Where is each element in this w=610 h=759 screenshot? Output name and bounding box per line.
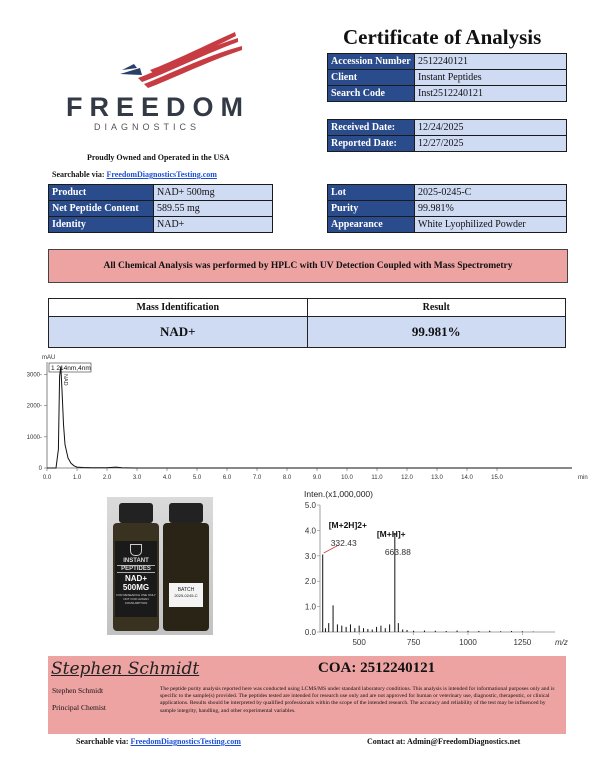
table-row — [328, 54, 567, 70]
annotation-m2h: [M+2H]2+ — [328, 520, 367, 530]
received-label: Received Date: — [328, 120, 415, 136]
annotation-mh-mz: 663.88 — [384, 547, 411, 557]
table-row — [49, 299, 566, 317]
product-table — [48, 184, 273, 233]
x-tick-label: 1.0 — [72, 475, 82, 481]
x-tick-label: 3.0 — [132, 475, 142, 481]
vial-body — [163, 523, 209, 631]
table-row — [49, 217, 273, 233]
vial-cap — [169, 503, 203, 523]
vial-brand-1: INSTANT — [123, 558, 149, 564]
y-tick-label: 3000- — [26, 372, 42, 379]
y-tick-label: 2.0 — [304, 577, 316, 587]
vial-dose: 500MG — [122, 583, 150, 592]
x-tick-label: 6.0 — [222, 475, 232, 481]
method-text: All Chemical Analysis was performed by HPLC with UV Detection Coupled with Mass Spectrometry — [103, 261, 513, 271]
x-tick-label: 12.0 — [401, 475, 413, 481]
y-tick-label: 1.0 — [304, 602, 316, 612]
method-banner — [48, 249, 568, 283]
client-value: Instant Peptides — [415, 70, 567, 86]
vial-brand-2: PEPTIDES — [117, 565, 155, 573]
x-tick-label: 13.0 — [431, 475, 443, 481]
lot-label: Lot — [328, 185, 415, 201]
tagline: Proudly Owned and Operated in the USA — [87, 153, 230, 162]
hplc-chromatogram — [20, 350, 590, 485]
table-row — [328, 86, 567, 102]
appearance-value: White Lyophilized Powder — [415, 217, 567, 233]
reported-label: Reported Date: — [328, 136, 415, 152]
purity-value: 99.981% — [415, 201, 567, 217]
contact: Contact at: Admin@FreedomDiagnostics.net — [367, 737, 521, 746]
x-tick-label: 500 — [352, 638, 366, 647]
accession-label: Accession Number — [328, 54, 415, 70]
x-tick-label: 11.0 — [371, 475, 383, 481]
chromatogram-line — [47, 367, 572, 468]
logo — [60, 30, 250, 140]
flag-wing-icon — [60, 30, 250, 90]
mass-table — [48, 298, 566, 348]
vial-fine-print: FOR RESEARCH USE ONLY NOT FOR HUMAN CONSUMPTION — [116, 593, 156, 605]
table-row — [328, 70, 567, 86]
product-photo — [107, 497, 213, 635]
net-peptide-label: Net Peptide Content — [49, 201, 154, 217]
dates-table — [327, 119, 567, 152]
y-tick-label: 2000- — [26, 403, 42, 410]
y-tick-label: 0 — [38, 466, 42, 472]
search-code-value: Inst2512240121 — [415, 86, 567, 102]
searchable-label: Searchable via: — [52, 170, 105, 179]
table-row — [328, 120, 567, 136]
brand-subtitle: DIAGNOSTICS — [94, 122, 201, 132]
y-tick-label: 0.0 — [304, 628, 316, 637]
signer-title: Principal Chemist — [52, 703, 106, 712]
x-tick-label: 750 — [406, 638, 421, 647]
identity-label: Identity — [49, 217, 154, 233]
search-code-label: Search Code — [328, 86, 415, 102]
y-tick-label: 3.0 — [304, 551, 316, 561]
table-row — [49, 317, 566, 348]
x-tick-label: 1250 — [513, 638, 532, 647]
lot-table — [327, 184, 567, 233]
client-label: Client — [328, 70, 415, 86]
header-searchable — [52, 170, 217, 179]
legend-label: 1 214nm,4nm — [51, 365, 91, 372]
identity-value: NAD+ — [154, 217, 273, 233]
y-tick-label: 4.0 — [304, 526, 316, 536]
reported-value: 12/27/2025 — [415, 136, 567, 152]
y-unit-label: mAU — [42, 355, 56, 361]
vial-product: NAD+ — [124, 574, 147, 583]
brand-name: FREEDOM — [66, 92, 250, 122]
table-row — [328, 185, 567, 201]
batch-value: 2025-0245-C — [174, 593, 198, 598]
y-tick-label: 1000- — [26, 434, 42, 441]
signature: Stephen Schmidt — [51, 659, 200, 679]
coa-number: COA: 2512240121 — [318, 660, 436, 676]
mass-id-header: Mass Identification — [49, 299, 308, 317]
x-tick-label: 15.0 — [491, 475, 503, 481]
footer-searchable-link[interactable]: FreedomDiagnosticsTesting.com — [130, 737, 241, 746]
table-row — [328, 136, 567, 152]
x-tick-label: 1000 — [459, 638, 477, 647]
searchable-link[interactable]: FreedomDiagnosticsTesting.com — [106, 170, 217, 179]
x-axis-label: m/z — [555, 638, 568, 647]
table-row — [49, 185, 273, 201]
peak-label: NAD — [61, 374, 68, 386]
vial-cap — [119, 503, 153, 523]
net-peptide-value: 589.55 mg — [154, 201, 273, 217]
annotation-m2h-mz: 332.43 — [330, 538, 357, 548]
batch-label-box — [169, 583, 203, 607]
result-header: Result — [307, 299, 566, 317]
x-tick-label: 5.0 — [192, 475, 202, 481]
vial-right — [163, 503, 209, 631]
annotation-mh: [M+H]+ — [376, 529, 406, 539]
accession-table — [327, 53, 567, 102]
product-value: NAD+ 500mg — [154, 185, 273, 201]
x-tick-label: 8.0 — [282, 475, 292, 481]
result-value: 99.981% — [307, 317, 566, 348]
x-tick-label: 0.0 — [42, 475, 52, 481]
vial-label — [115, 541, 157, 617]
x-tick-label: 14.0 — [461, 475, 473, 481]
flask-icon — [130, 544, 142, 556]
ms-title: Inten.(x1,000,000) — [304, 489, 373, 499]
x-tick-label: 9.0 — [312, 475, 322, 481]
page-title: Certificate of Analysis — [343, 25, 542, 49]
mass-id-value: NAD+ — [49, 317, 308, 348]
x-tick-label: 4.0 — [162, 475, 172, 481]
lot-value: 2025-0245-C — [415, 185, 567, 201]
signer-name: Stephen Schmidt — [52, 686, 104, 695]
x-tick-label: 7.0 — [252, 475, 262, 481]
footer-searchable-label: Searchable via: — [76, 737, 129, 746]
y-tick-label: 5.0 — [304, 501, 316, 510]
x-axis-label: min — [578, 475, 588, 481]
accession-value: 2512240121 — [415, 54, 567, 70]
product-label: Product — [49, 185, 154, 201]
batch-label: BATCH — [177, 587, 195, 593]
purity-label: Purity — [328, 201, 415, 217]
disclaimer: The peptide purity analysis reported here was conducted using LCMS/MS under standard laboratory conditions. This analysis is intended for informational purposes only and is specific to the sample(s) provided. The peptides tested are intended for research use only and are not approved for human or veterinary use, diagnostic, therapeutic, or clinical applications. Results should be interpreted by qualified professionals within the scope of the intended research. The accuracy and reliability of the test may be influenced by sample integrity, handling, and other experimental variables. — [160, 686, 555, 714]
footer-searchable — [76, 737, 241, 746]
mass-spectrum — [285, 487, 575, 647]
table-row — [328, 201, 567, 217]
x-tick-label: 2.0 — [102, 475, 112, 481]
x-tick-label: 10.0 — [341, 475, 353, 481]
vial-left — [113, 503, 159, 631]
received-value: 12/24/2025 — [415, 120, 567, 136]
appearance-label: Appearance — [328, 217, 415, 233]
table-row — [328, 217, 567, 233]
table-row — [49, 201, 273, 217]
